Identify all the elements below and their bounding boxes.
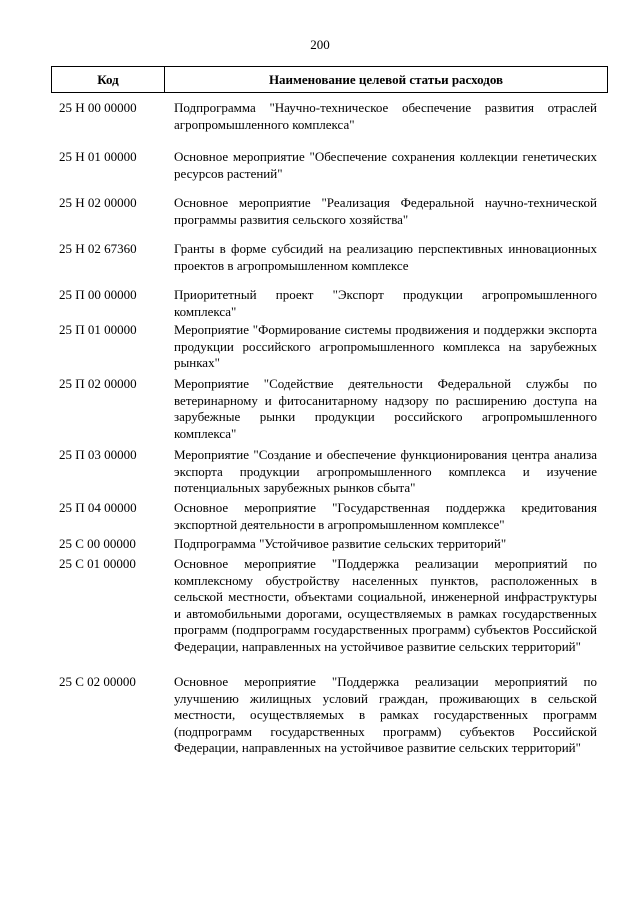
table-row — [51, 287, 608, 322]
row-code: 25 П 04 00000 — [59, 500, 137, 515]
row-code: 25 С 01 00000 — [59, 556, 136, 571]
row-name: Основное мероприятие "Государственная поддержка кредитования экспортной деятельности в агропромышленном комплексе" — [174, 500, 597, 532]
table-row — [51, 195, 608, 241]
row-name: Подпрограмма "Научно-техническое обеспечение развития отраслей агропромышленного комплекса" — [174, 100, 597, 132]
row-code: 25 Н 02 67360 — [59, 241, 137, 256]
table-row — [51, 447, 608, 500]
table-header — [51, 66, 608, 93]
row-name: Основное мероприятие "Поддержка реализации мероприятий по улучшению жилищных условий граждан, проживающих в сельской местности, осуществляемых в рамках государственных программ (подпрограмм государственных программ) субъектов Российской Федерации, направленных на устойчивое развитие сельских территорий" — [174, 674, 597, 756]
row-name: Мероприятие "Создание и обеспечение функционирования центра анализа экспорта продукции агропромышленного комплекса и изучение потенциальных зарубежных рынков сбыта" — [174, 447, 597, 496]
row-code: 25 П 03 00000 — [59, 447, 137, 462]
expense-code-table — [51, 66, 608, 774]
table-row — [51, 500, 608, 536]
table-row — [51, 149, 608, 195]
row-name: Основное мероприятие "Реализация Федеральной научно-технической программы развития сельского хозяйства" — [174, 195, 597, 227]
row-name: Гранты в форме субсидий на реализацию перспективных инновационных проектов в агропромышленном комплексе — [174, 241, 597, 273]
row-code: 25 П 00 00000 — [59, 287, 137, 302]
row-code: 25 П 02 00000 — [59, 376, 137, 391]
row-code: 25 С 00 00000 — [59, 536, 136, 551]
table-row — [51, 376, 608, 447]
row-name: Основное мероприятие "Обеспечение сохранения коллекции генетических ресурсов растений" — [174, 149, 597, 181]
header-name: Наименование целевой статьи расходов — [268, 72, 504, 87]
row-code: 25 П 01 00000 — [59, 322, 137, 337]
row-code: 25 С 02 00000 — [59, 674, 136, 689]
row-name: Мероприятие "Содействие деятельности Федеральной службы по ветеринарному и фитосанитарному надзору по расширению доступа на зарубежные рынки продукции российского агропромышленного комплекса" — [174, 376, 597, 441]
table-row — [51, 100, 608, 149]
row-code: 25 Н 02 00000 — [59, 195, 137, 210]
row-name: Мероприятие "Формирование системы продвижения и поддержки экспорта продукции российского агропромышленного комплекса на зарубежных рынках" — [174, 322, 597, 371]
table-row — [51, 556, 608, 674]
page-number: 200 — [310, 37, 330, 52]
row-name: Основное мероприятие "Поддержка реализации мероприятий по комплексному обустройству населенных пунктов, расположенных в сельской местности, объектами социальной, инженерной инфраструктуры и автомобильными дорогами, осуществляемых в рамках государственных программ (подпрограмм государственных программ) субъектов Российской Федерации, направленных на устойчивое развитие сельских территорий" — [174, 556, 597, 654]
row-code: 25 Н 00 00000 — [59, 100, 137, 115]
table-row — [51, 322, 608, 376]
row-name: Приоритетный проект "Экспорт продукции агропромышленного комплекса" — [174, 287, 597, 319]
table-row — [51, 674, 608, 774]
row-code: 25 Н 01 00000 — [59, 149, 137, 164]
table-row — [51, 536, 608, 556]
row-name: Подпрограмма "Устойчивое развитие сельских территорий" — [174, 536, 507, 551]
table-row — [51, 241, 608, 287]
header-code: Код — [52, 67, 165, 92]
